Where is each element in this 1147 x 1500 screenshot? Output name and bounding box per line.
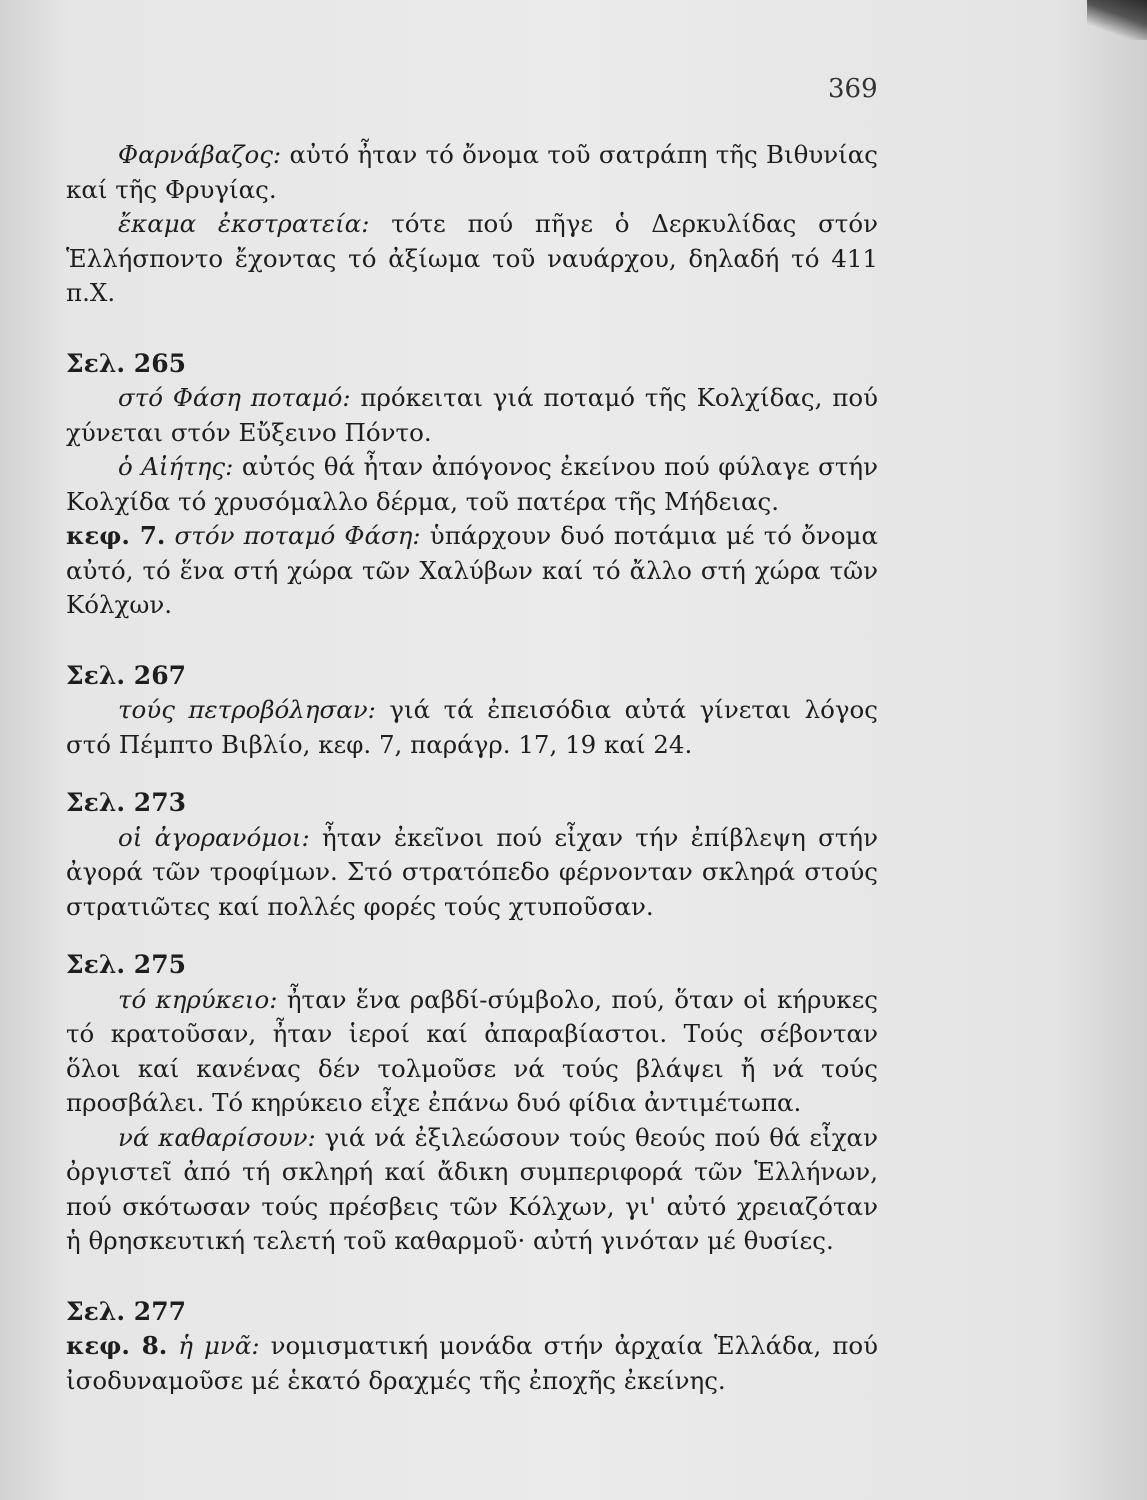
note-term: νά καθαρίσουν: [118, 1122, 316, 1152]
note-term: στόν ποταμό Φάση: [165, 521, 421, 550]
note-term: τούς πετροβόλησαν: [118, 695, 376, 724]
note-text: αὐτός θά ἦταν ἀπόγονος ἐκείνου πού φύλαγε στήν Κολχίδα τό χρυσόμαλλο δέρμα, τοῦ πατέρα τῆς Μήδειας. [66, 452, 878, 516]
page-number: 369 [828, 74, 878, 104]
note-entry [66, 693, 878, 762]
note-entry [66, 1329, 878, 1398]
note-entry [66, 1121, 878, 1259]
note-entry [66, 381, 878, 450]
note-entry [66, 983, 878, 1121]
note-text: αὐτό ἦταν τό ὄνομα τοῦ σατράπη τῆς Βιθυνίας καί τῆς Φρυγίας. [66, 140, 878, 204]
note-term: οἱ ἀγορανόμοι: [118, 822, 310, 852]
note-text: τότε πού πῆγε ὁ Δερκυλίδας στόν Ἑλλήσποντο ἔχοντας τό ἀξίωμα τοῦ ναυάρχου, δηλαδή τό 411 π.Χ. [66, 209, 878, 307]
section-heading: Σελ. 273 [66, 788, 186, 817]
chapter-ref: κεφ. 8. [66, 1331, 168, 1360]
note-term: Φαρνάβαζος: [118, 140, 282, 169]
note-term: στό Φάση ποταμό: [118, 383, 351, 412]
note-entry [66, 207, 878, 311]
note-text: ἦταν ἕνα ραβδί-σύμβολο, πού, ὅταν οἱ κήρυκες τό κρατοῦσαν, ἦταν ἱεροί καί ἀπαραβίαστοι. Τούς σέβονταν ὅλοι καί κανένας δέν τολμοῦσε νά τούς βλάψει ἤ νά τούς προσβάλει. Τό κηρύκειο εἶχε ἐπάνω δυό φίδια ἀντιμέτωπα. [66, 984, 879, 1117]
note-entry [66, 821, 878, 925]
note-entry [66, 519, 878, 623]
note-text: πρόκειται γιά ποταμό τῆς Κολχίδας, πού χύνεται στόν Εὔξεινο Πόντο. [66, 383, 878, 447]
note-text: γιά τά ἐπεισόδια αὐτά γίνεται λόγος στό Πέμπτο Βιβλίο, κεφ. 7, παράγρ. 17, 19 καί 24. [66, 695, 879, 759]
chapter-ref: κεφ. 7. [66, 521, 166, 550]
note-term: τό κηρύκειο: [118, 984, 278, 1014]
section-heading: Σελ. 277 [66, 1296, 186, 1326]
note-text: ἦταν ἐκεῖνοι πού εἶχαν τήν ἐπίβλεψη στήν ἀγορά τῶν τροφίμων. Στό στρατόπεδο φέρνονταν σκληρά στούς στρατιῶτες καί πολλές φορές τούς χτυποῦσαν. [66, 822, 878, 921]
page-shadow [1087, 0, 1147, 40]
note-text: ὑπάρχουν δυό ποτάμια μέ τό ὄνομα αὐτό, τό ἕνα στή χώρα τῶν Χαλύβων καί τό ἄλλο στή χώρα τῶν Κόλχων. [66, 521, 879, 619]
section-heading: Σελ. 275 [66, 950, 186, 979]
section-heading: Σελ. 267 [66, 660, 186, 690]
note-text: γιά νά ἐξιλεώσουν τούς θεούς πού θά εἶχαν ὀργιστεῖ ἀπό τή σκληρή καί ἄδικη συμπεριφορά τῶν Ἑλλήνων, πού σκότωσαν τούς πρέσβεις τῶν Κόλχων, γι' αὐτό χρειαζόταν ἡ θρησκευτική τελετή τοῦ καθαρμοῦ· αὐτή γινόταν μέ θυσίες. [66, 1122, 878, 1255]
note-text: νομισματική μονάδα στήν ἀρχαία Ἑλλάδα, πού ἰσοδυναμοῦσε μέ ἑκατό δραχμές τῆς ἐποχῆς ἐκείνης. [66, 1331, 879, 1395]
note-term: ὁ Αἰήτης: [118, 452, 234, 481]
note-entry [66, 450, 878, 519]
note-term: ἔκαμα ἐκστρατεία: [118, 209, 370, 238]
note-entry [66, 138, 878, 207]
notes-body [66, 138, 878, 1398]
note-term: ἡ μνᾶ: [167, 1331, 260, 1360]
section-heading: Σελ. 265 [66, 348, 186, 378]
